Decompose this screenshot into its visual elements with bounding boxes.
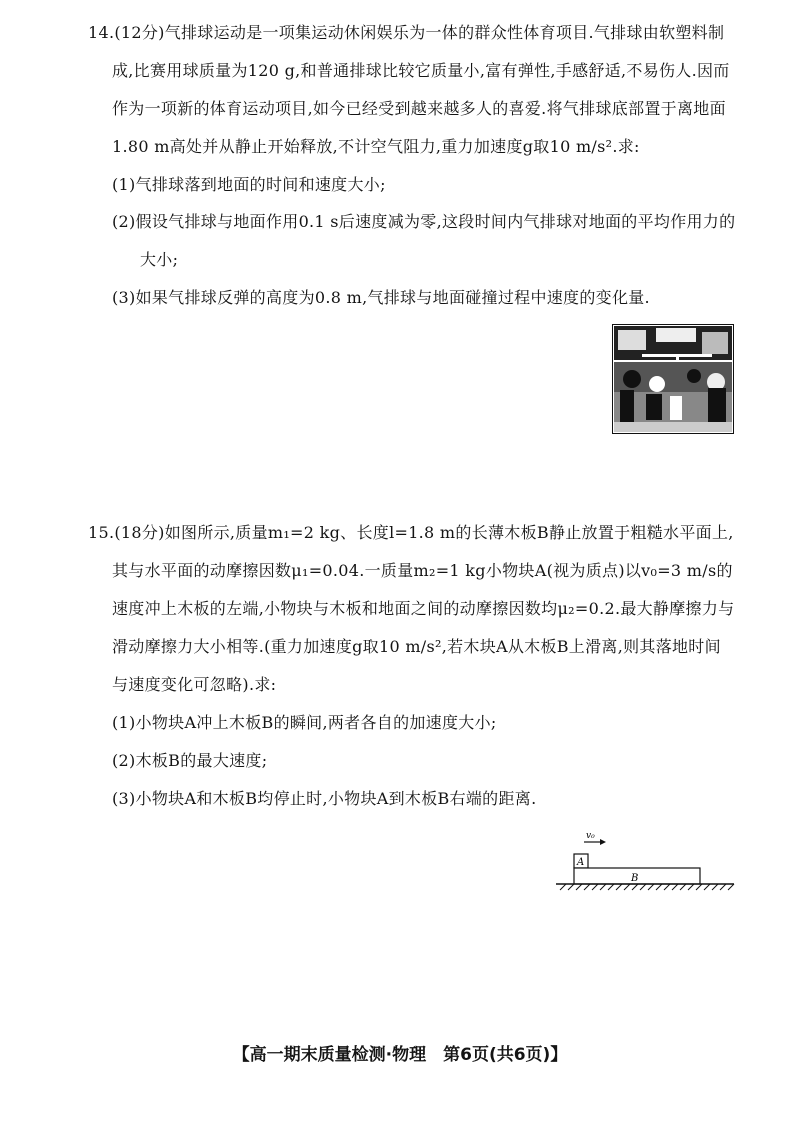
board-b-label: B [631, 873, 639, 884]
ground-hatching [560, 884, 734, 890]
velocity-label: v₀ [586, 832, 595, 841]
q14-line-3: 作为一项新的体育运动项目,如今已经受到越来越多人的喜爱.将气排球底部置于离地面 [112, 99, 726, 118]
q15-part-2: (2)木板B的最大速度; [112, 751, 268, 770]
q15-line-4: 滑动摩擦力大小相等.(重力加速度g取10 m/s²,若木块A从木板B上滑离,则其落地时间 [112, 637, 721, 656]
q15-line-1: 15.(18分)如图所示,质量m₁=2 kg、长度l=1.8 m的长薄木板B静止放置于粗糙水平面上, [88, 523, 734, 542]
q15-line-3: 速度冲上木板的左端,小物块与木板和地面之间的动摩擦因数均μ₂=0.2.最大静摩擦力与 [112, 599, 735, 618]
page-footer: 【高一期末质量检测·物理 第6页(共6页)】 [232, 1045, 568, 1065]
q14-part-2a: (2)假设气排球与地面作用0.1 s后速度减为零,这段时间内气排球对地面的平均作用力的 [112, 212, 736, 231]
q14-line-4: 1.80 m高处并从静止开始释放,不计空气阻力,重力加速度g取10 m/s².求: [112, 137, 640, 156]
q15-line-5: 与速度变化可忽略).求: [112, 675, 277, 694]
volleyball-photo [612, 324, 734, 434]
velocity-arrowhead [600, 839, 606, 845]
q15-line-2: 其与水平面的动摩擦因数μ₁=0.04.一质量m₂=1 kg小物块A(视为质点)以v₀=3 m/s的 [112, 561, 733, 580]
q14-part-2b: 大小; [140, 250, 179, 269]
q14-line-1: 14.(12分)气排球运动是一项集运动休闲娱乐为一体的群众性体育项目.气排球由软塑料制 [88, 23, 725, 42]
q14-part-3: (3)如果气排球反弹的高度为0.8 m,气排球与地面碰撞过程中速度的变化量. [112, 288, 650, 307]
block-board-diagram [556, 832, 736, 902]
block-a-label: A [577, 857, 585, 868]
q14-line-2: 成,比赛用球质量为120 g,和普通排球比较它质量小,富有弹性,手感舒适,不易伤人.因而 [112, 61, 730, 80]
q14-part-1: (1)气排球落到地面的时间和速度大小; [112, 175, 386, 194]
q15-part-3: (3)小物块A和木板B均停止时,小物块A到木板B右端的距离. [112, 789, 537, 808]
q15-part-1: (1)小物块A冲上木板B的瞬间,两者各自的加速度大小; [112, 713, 497, 732]
